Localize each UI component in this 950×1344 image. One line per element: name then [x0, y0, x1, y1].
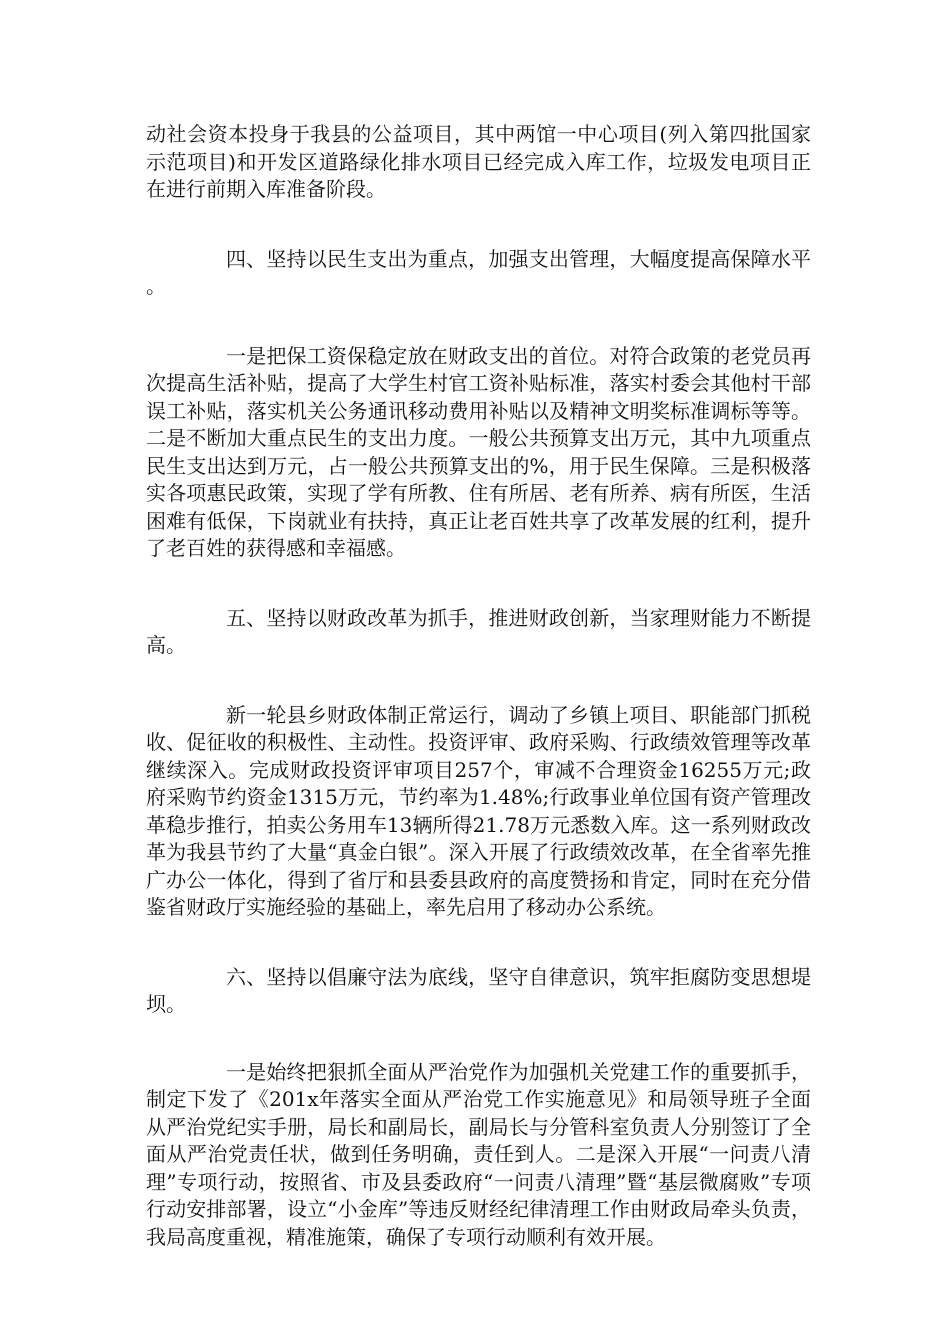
paragraph-party-discipline: 一是始终把狠抓全面从严治党作为加强机关党建工作的重要抓手，制定下发了《201x年落实全面从严治党工作实施意见》和局领导班子全面从严治党纪实手册，局长和副局长，副局长与分管科室负责人分别签订了全面从严治党责任状，做到任务明确，责任到人。二是深入开展“一问责八清理”专项行动，按照省、市及县委政府“一问责八清理”暨“基层微腐败”专项行动安排部署，设立“小金库”等违反财经纪律清理工作由财政局牵头负责，我局高度重视，精准施策，确保了专项行动顺利有效开展。: [146, 1059, 811, 1249]
document-body: [146, 121, 811, 1251]
heading-section-five: 五、坚持以财政改革为抓手，推进财政创新，当家理财能力不断提高。: [146, 605, 811, 657]
heading-section-four: 四、坚持以民生支出为重点，加强支出管理，大幅度提高保障水平 。: [146, 246, 811, 298]
paragraph-ppp-projects: 动社会资本投身于我县的公益项目，其中两馆一中心项目(列入第四批国家示范项目)和开发区道路绿化排水项目已经完成入库工作，垃圾发电项目正在进行前期入库准备阶段。: [146, 122, 811, 201]
paragraph-fiscal-reform: 新一轮县乡财政体制正常运行，调动了乡镇上项目、职能部门抓税收、促征收的积极性、主动性。投资评审、政府采购、行政绩效管理等改革继续深入。完成财政投资评审项目257个，审减不合理资金16255万元;政府采购节约资金1315万元，节约率为1.48%;行政事业单位国有资产管理改革稳步推行，拍卖公务用车13辆所得21.78万元悉数入库。这一系列财政改革为我县节约了大量“真金白银”。深入开展了行政绩效改革，在全省率先推广办公一体化，得到了省厅和县委县政府的高度赞扬和肯定，同时在充分借鉴省财政厅实施经验的基础上，率先启用了移动办公系统。: [146, 702, 811, 919]
paragraph-livelihood-spending: 一是把保工资保稳定放在财政支出的首位。对符合政策的老党员再次提高生活补贴，提高了大学生村官工资补贴标准，落实村委会其他村干部误工补贴，落实机关公务通讯移动费用补贴以及精神文明奖标准调标等等。二是不断加大重点民生的支出力度。一般公共预算支出万元，其中九项重点民生支出达到万元，占一般公共预算支出的%，用于民生保障。三是积极落实各项惠民政策，实现了学有所教、住有所居、老有所养、病有所医，生活困难有低保，下岗就业有扶持，真正让老百姓共享了改革发展的红利，提升了老百姓的获得感和幸福感。: [146, 343, 811, 560]
heading-section-six: 六、坚持以倡廉守法为底线，坚守自律意识，筑牢拒腐防变思想堤坝。: [146, 964, 811, 1016]
